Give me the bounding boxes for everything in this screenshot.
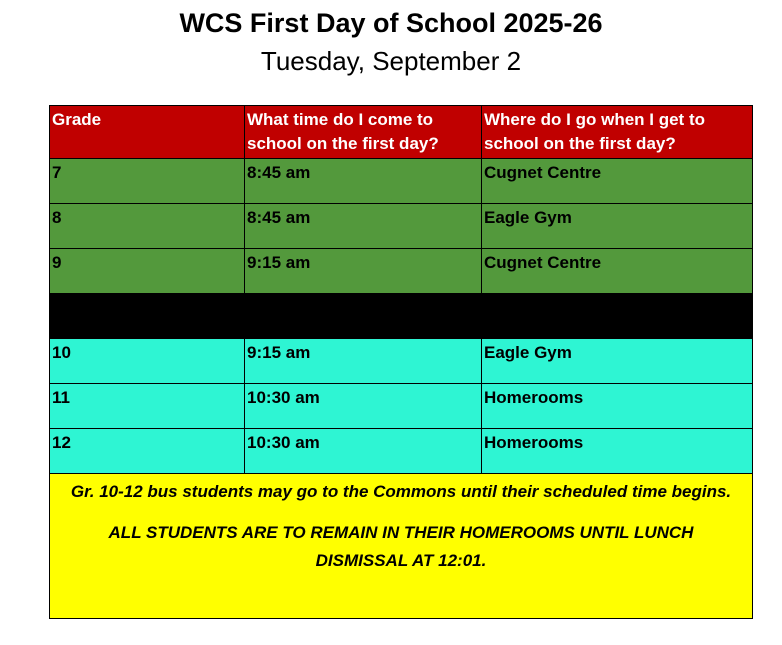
- page-title: WCS First Day of School 2025-26: [179, 8, 603, 38]
- grade-cell: 9: [50, 249, 245, 294]
- header-place: Where do I go when I get to school on the first day?: [482, 106, 753, 159]
- time-cell: 8:45 am: [245, 204, 482, 249]
- page-subtitle: Tuesday, September 2: [260, 46, 522, 76]
- table-row: [50, 204, 753, 249]
- grade-cell: 10: [50, 339, 245, 384]
- table-row: [50, 339, 753, 384]
- separator-cell: [50, 294, 482, 339]
- table-row: [50, 249, 753, 294]
- grade-cell: 8: [50, 204, 245, 249]
- place-cell: Eagle Gym: [482, 339, 753, 384]
- time-cell: 9:15 am: [245, 339, 482, 384]
- header-grade: Grade: [50, 106, 245, 159]
- place-cell: Homerooms: [482, 384, 753, 429]
- place-cell: Cugnet Centre: [482, 249, 753, 294]
- bus-students-note: Gr. 10-12 bus students may go to the Commons until their scheduled time begins.: [70, 482, 732, 501]
- grade-cell: 7: [50, 159, 245, 204]
- time-cell: 9:15 am: [245, 249, 482, 294]
- homeroom-note: ALL STUDENTS ARE TO REMAIN IN THEIR HOMEROOMS UNTIL LUNCH DISMISSAL AT 12:01.: [108, 523, 694, 570]
- grade-cell: 12: [50, 429, 245, 474]
- table-header-row: [50, 106, 753, 159]
- separator-cell: [482, 294, 753, 339]
- table-row: [50, 384, 753, 429]
- note-row: [50, 474, 753, 619]
- place-cell: Homerooms: [482, 429, 753, 474]
- place-cell: Eagle Gym: [482, 204, 753, 249]
- header-time: What time do I come to school on the first day?: [245, 106, 482, 159]
- time-cell: 10:30 am: [245, 384, 482, 429]
- schedule-table: [49, 105, 753, 619]
- grade-cell: 11: [50, 384, 245, 429]
- time-cell: 8:45 am: [245, 159, 482, 204]
- time-cell: 10:30 am: [245, 429, 482, 474]
- table-row: [50, 429, 753, 474]
- separator-row: [50, 294, 753, 339]
- note-cell: [50, 474, 753, 619]
- table-row: [50, 159, 753, 204]
- place-cell: Cugnet Centre: [482, 159, 753, 204]
